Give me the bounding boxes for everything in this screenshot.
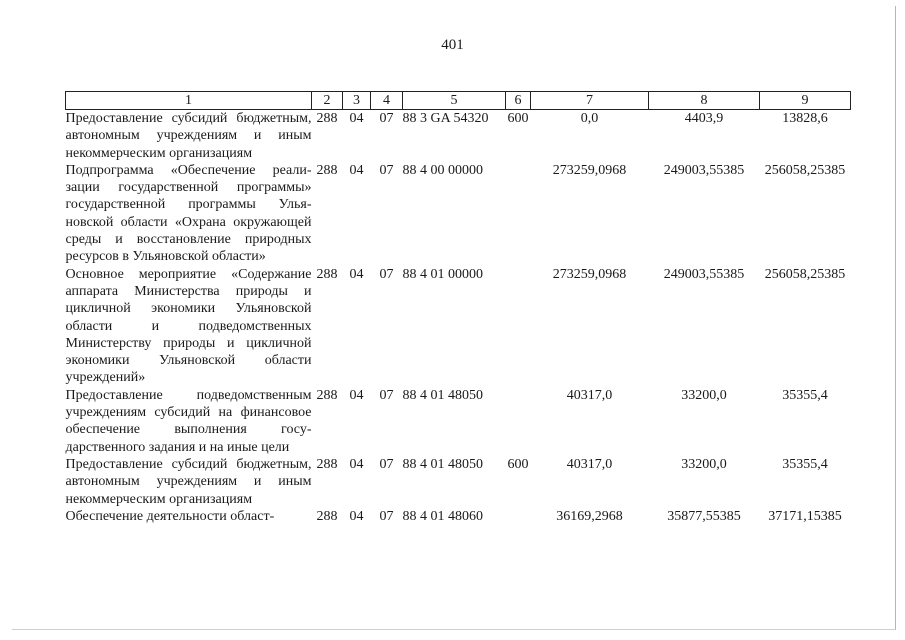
row-expense-type: 600 — [507, 111, 529, 126]
row-amount-col7: 36169,2968 — [556, 508, 623, 524]
column-header-1: 1 — [66, 92, 312, 110]
row-amount-col9: 37171,15385 — [768, 508, 842, 524]
row-target-article: 88 3 GA 54320 — [402, 111, 489, 126]
row-amount-col7: 0,0 — [580, 111, 599, 126]
row-amount-col7: 40317,0 — [566, 456, 613, 472]
row-expense-type — [506, 508, 531, 525]
row-amount-col8: 33200,0 — [681, 456, 727, 472]
column-header-4: 4 — [371, 92, 403, 110]
row-expense-type — [506, 266, 531, 387]
row-section: 04 — [349, 111, 364, 126]
row-section: 04 — [349, 162, 364, 178]
row-description: Обеспечение деятельности област- — [65, 508, 275, 524]
row-expense-type: 600 — [507, 456, 529, 472]
row-subsection: 07 — [379, 387, 394, 403]
row-ministry-code: 288 — [316, 266, 338, 282]
row-subsection: 07 — [379, 456, 394, 472]
row-section: 04 — [349, 266, 364, 282]
row-amount-col9: 256058,25385 — [764, 162, 846, 178]
row-description: Предоставление субсидий бюджетным, автономным учреждениям и иным некоммерческим организациям — [65, 111, 312, 161]
row-description: Предоставление подведомственным учреждениям субсидий на финансовое обеспечение выполнения государственного задания и на иные цели — [65, 387, 312, 455]
row-target-article: 88 4 01 48050 — [402, 456, 483, 472]
table-header-row — [66, 92, 851, 110]
page-number: 401 — [441, 37, 464, 53]
row-ministry-code: 288 — [316, 456, 338, 472]
row-amount-col9: 35355,4 — [782, 387, 828, 403]
row-amount-col9: 35355,4 — [782, 456, 828, 472]
row-expense-type — [506, 387, 531, 456]
row-amount-col7: 273259,0968 — [552, 162, 627, 178]
row-amount-col7: 273259,0968 — [552, 266, 627, 282]
row-subsection: 07 — [379, 266, 394, 282]
table-row — [66, 456, 851, 508]
row-amount-col8: 249003,55385 — [663, 162, 745, 178]
table-row — [66, 266, 851, 387]
table-row — [66, 162, 851, 266]
row-section: 04 — [349, 456, 364, 472]
column-header-7: 7 — [531, 92, 649, 110]
row-description: Подпрограмма «Обеспечение реализации государственной программы» государственной программы Ульяновской области «Охрана окружающей среды и восстановление природных ресурсов в Ульяновской области» — [65, 162, 312, 265]
row-target-article: 88 4 01 48060 — [402, 508, 483, 524]
row-amount-col8: 249003,55385 — [663, 266, 745, 282]
row-description: Предоставление субсидий бюджетным, автономным учреждениям и иным некоммерческим организациям — [65, 456, 312, 507]
row-amount-col9: 256058,25385 — [764, 266, 846, 282]
row-subsection: 07 — [379, 162, 394, 178]
row-ministry-code: 288 — [316, 508, 338, 524]
row-target-article: 88 4 01 48050 — [402, 387, 483, 403]
column-header-6: 6 — [506, 92, 531, 110]
row-amount-col7: 40317,0 — [566, 387, 613, 403]
column-header-9: 9 — [760, 92, 851, 110]
column-header-5: 5 — [403, 92, 506, 110]
row-amount-col9: 13828,6 — [782, 111, 828, 126]
row-subsection: 07 — [379, 111, 394, 126]
row-amount-col8: 4403,9 — [684, 111, 724, 126]
row-target-article: 88 4 00 00000 — [402, 162, 483, 178]
column-header-8: 8 — [649, 92, 760, 110]
row-target-article: 88 4 01 00000 — [402, 266, 483, 282]
table-row — [66, 110, 851, 162]
row-amount-col8: 33200,0 — [681, 387, 727, 403]
row-section: 04 — [349, 508, 364, 524]
row-description: Основное мероприятие «Содержание аппарата Министерства природы и цикличной экономики Ульяновской области и подведомственных Министерству природы и цикличной экономики Ульяновской области учреждений» — [65, 266, 312, 386]
column-header-3: 3 — [343, 92, 371, 110]
row-amount-col8: 35877,55385 — [667, 508, 741, 524]
row-subsection: 07 — [379, 508, 394, 524]
row-section: 04 — [349, 387, 364, 403]
table-row — [66, 387, 851, 456]
row-ministry-code: 288 — [316, 162, 338, 178]
row-ministry-code: 288 — [316, 111, 338, 126]
column-header-2: 2 — [312, 92, 343, 110]
table-row — [66, 508, 851, 525]
budget-table — [65, 91, 851, 525]
row-ministry-code: 288 — [316, 387, 338, 403]
row-expense-type — [506, 162, 531, 266]
